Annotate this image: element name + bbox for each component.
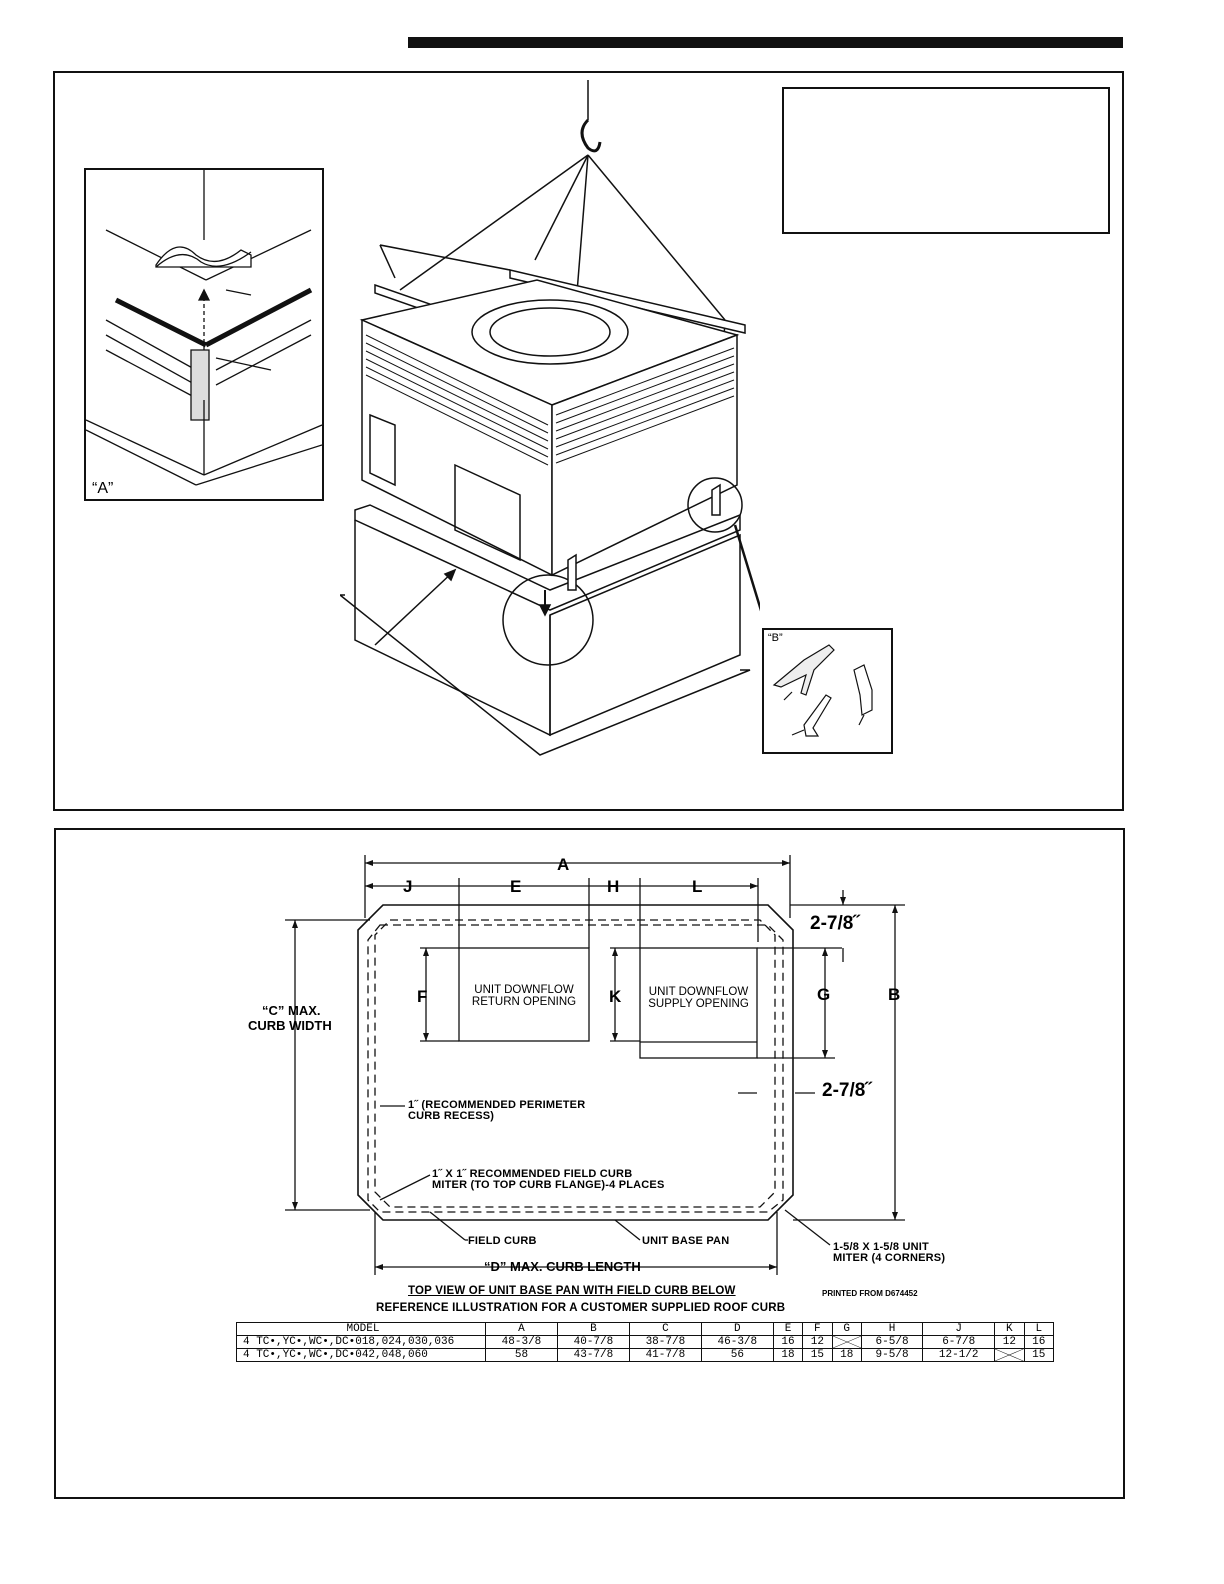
supply-opening-line-1: UNIT DOWNFLOW — [648, 986, 749, 998]
dim-h-label: H — [607, 877, 620, 896]
table-cell: 16 — [773, 1336, 802, 1349]
table-header-cell: B — [557, 1323, 629, 1336]
table-cell: 16 — [1024, 1336, 1053, 1349]
note-miter-line-1: 1˝ X 1˝ RECOMMENDED FIELD CURB — [432, 1168, 633, 1180]
note-recess-line-1: 1˝ (RECOMMENDED PERIMETER — [408, 1099, 586, 1111]
detail-a-label: “A” — [92, 480, 114, 497]
table-cell: 6-7/8 — [923, 1336, 995, 1349]
dim-offset-side-label: 2-7/8˝ — [822, 1080, 872, 1101]
table-cell: 40-7/8 — [557, 1336, 629, 1349]
dim-offset-top-label: 2-7/8˝ — [810, 913, 860, 934]
table-header-cell: D — [701, 1323, 773, 1336]
dim-e-label: E — [510, 877, 522, 896]
table-header-cell: K — [995, 1323, 1024, 1336]
table-cell: 12-1/2 — [923, 1349, 995, 1362]
detail-b-label: “B” — [768, 632, 783, 644]
table-cell: 4 TC•,YC•,WC•,DC•018,024,030,036 — [237, 1336, 486, 1349]
dim-f-label: F — [417, 987, 428, 1006]
rooftop-unit-lifting-drawing — [340, 80, 760, 760]
table-cell: 38-7/8 — [629, 1336, 701, 1349]
note-recess-line-2: CURB RECESS) — [408, 1110, 495, 1122]
note-unit-miter-line-1: 1-5/8 X 1-5/8 UNIT — [833, 1241, 929, 1253]
table-cell-not-applicable — [832, 1336, 861, 1349]
detail-b-drawing — [764, 630, 891, 752]
table-cell-not-applicable — [995, 1349, 1024, 1362]
table-row — [237, 1336, 1054, 1349]
table-cell: 18 — [773, 1349, 802, 1362]
dim-g-label: G — [817, 985, 831, 1004]
dim-a-label: A — [557, 855, 570, 874]
table-header-cell: MODEL — [237, 1323, 486, 1336]
note-box — [782, 87, 1110, 234]
dim-b-label: B — [888, 985, 901, 1004]
table-cell: 12 — [803, 1336, 832, 1349]
table-header-cell: F — [803, 1323, 832, 1336]
printed-from-note: PRINTED FROM D674452 — [822, 1289, 918, 1298]
table-cell: 9-5/8 — [861, 1349, 922, 1362]
table-cell: 4 TC•,YC•,WC•,DC•042,048,060 — [237, 1349, 486, 1362]
return-opening-line-2: RETURN OPENING — [471, 996, 577, 1008]
detail-a-drawing — [86, 170, 322, 499]
table-cell: 6-5/8 — [861, 1336, 922, 1349]
note-unit-miter-line-2: MITER (4 CORNERS) — [833, 1252, 946, 1264]
dim-j-label: J — [403, 877, 413, 896]
table-cell: 43-7/8 — [557, 1349, 629, 1362]
table-cell: 48-3/8 — [486, 1336, 558, 1349]
note-miter-line-2: MITER (TO TOP CURB FLANGE)-4 PLACES — [432, 1179, 665, 1191]
table-cell: 58 — [486, 1349, 558, 1362]
table-cell: 41-7/8 — [629, 1349, 701, 1362]
caption-reference: REFERENCE ILLUSTRATION FOR A CUSTOMER SUPPLIED ROOF CURB — [376, 1302, 786, 1314]
dim-c-label: “C” MAX. — [262, 1003, 321, 1018]
dim-k-label: K — [609, 987, 622, 1006]
table-cell: 46-3/8 — [701, 1336, 773, 1349]
return-opening-label — [459, 984, 589, 1008]
table-header-cell: A — [486, 1323, 558, 1336]
table-cell: 15 — [803, 1349, 832, 1362]
table-cell: 56 — [701, 1349, 773, 1362]
table-cell: 18 — [832, 1349, 861, 1362]
note-field-curb: FIELD CURB — [468, 1235, 537, 1247]
note-unit-base-pan: UNIT BASE PAN — [642, 1235, 730, 1247]
table-header-cell: C — [629, 1323, 701, 1336]
return-opening-line-1: UNIT DOWNFLOW — [474, 984, 574, 996]
table-header-cell: E — [773, 1323, 802, 1336]
header-rule — [408, 37, 1123, 48]
dim-d-label: “D” MAX. CURB LENGTH — [484, 1259, 641, 1274]
table-header-cell: J — [923, 1323, 995, 1336]
table-header-cell: H — [861, 1323, 922, 1336]
table-cell: 15 — [1024, 1349, 1053, 1362]
caption-top-view: TOP VIEW OF UNIT BASE PAN WITH FIELD CURB BELOW — [408, 1285, 736, 1297]
table-header-cell: G — [832, 1323, 861, 1336]
table-header-cell: L — [1024, 1323, 1053, 1336]
table-cell: 12 — [995, 1336, 1024, 1349]
supply-opening-label — [640, 986, 757, 1010]
curb-dimension-table — [236, 1322, 1054, 1362]
table-row — [237, 1349, 1054, 1362]
detail-a-box — [84, 168, 324, 501]
dim-c-label-2: CURB WIDTH — [248, 1018, 332, 1033]
detail-b-box — [762, 628, 893, 754]
dim-l-label: L — [692, 877, 703, 896]
table-header-row — [237, 1323, 1054, 1336]
supply-opening-line-2: SUPPLY OPENING — [648, 998, 749, 1010]
